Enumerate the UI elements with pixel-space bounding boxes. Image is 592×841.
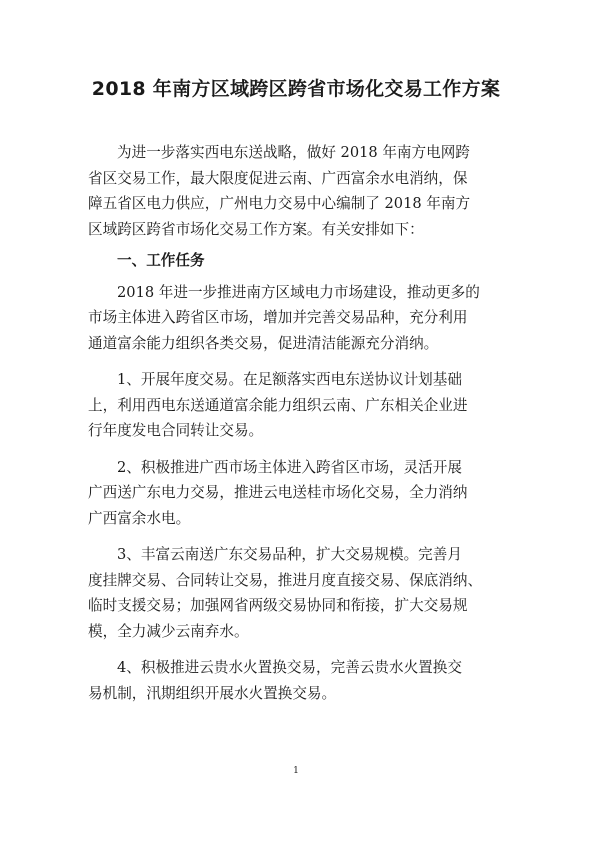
text-line: 行年度发电合同转让交易。	[88, 422, 264, 439]
page-number: 1	[293, 766, 299, 776]
text-line: 广西送广东电力交易，推进云电送桂市场化交易，全力消纳	[88, 484, 468, 501]
text-line: 4、积极推进云贵水火置换交易，完善云贵水火置换交	[117, 659, 462, 676]
item-2-paragraph	[88, 455, 514, 532]
text-line: 广西富余水电。	[88, 509, 191, 527]
document-title: 2018 年南方区域跨区跨省市场化交易工作方案	[91, 78, 501, 100]
section-heading: 一、工作任务	[117, 252, 205, 269]
text-line: 区域跨区跨省市场化交易工作方案。有关安排如下：	[88, 220, 424, 238]
text-line: 临时支援交易；加强网省两级交易协同和衔接，扩大交易规	[88, 597, 468, 614]
section1-paragraph	[88, 280, 514, 357]
text-line: 度挂牌交易、合同转让交易，推进月度直接交易、保底消纳、	[88, 571, 483, 589]
text-line: 1、开展年度交易。在足额落实西电东送协议计划基础	[117, 371, 462, 388]
text-line: 上，利用西电东送通道富余能力组织云南、广东相关企业进	[88, 396, 468, 414]
text-line: 通道富余能力组织各类交易，促进清洁能源充分消纳。	[88, 334, 439, 352]
document-body	[88, 140, 514, 706]
text-line: 2、积极推进广西市场主体进入跨省区市场，灵活开展	[117, 458, 462, 476]
item-4-paragraph	[88, 655, 514, 706]
intro-paragraph	[88, 140, 514, 242]
text-line: 为进一步落实西电东送战略，做好 2018 年南方电网跨	[117, 144, 470, 161]
text-line: 模，全力减少云南弃水。	[88, 622, 249, 640]
text-line: 市场主体进入跨省区市场，增加并完善交易品种，充分利用	[88, 309, 468, 326]
text-line: 障五省区电力供应，广州电力交易中心编制了 2018 年南方	[88, 195, 471, 212]
text-line: 省区交易工作，最大限度促进云南、广西富余水电消纳，保	[88, 169, 468, 187]
text-line: 3、丰富云南送广东交易品种，扩大交易规模。完善月	[117, 546, 462, 563]
item-1-paragraph	[88, 367, 514, 444]
text-line: 易机制，汛期组织开展水火置换交易。	[88, 684, 337, 702]
item-3-paragraph	[88, 542, 514, 644]
text-line: 2018 年进一步推进南方区域电力市场建设，推动更多的	[117, 283, 480, 301]
